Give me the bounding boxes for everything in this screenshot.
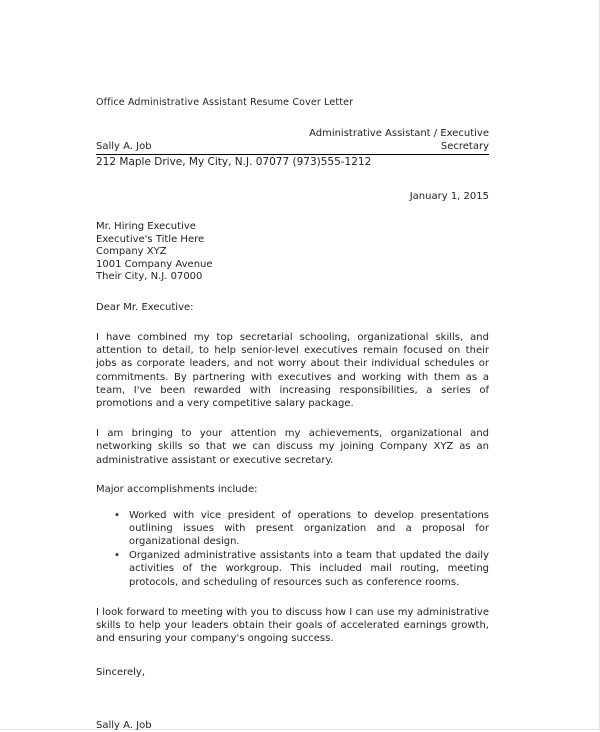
letter-date: January 1, 2015: [409, 191, 489, 202]
letterhead-name-row: [96, 141, 489, 154]
list-item: [96, 549, 489, 589]
body-paragraph-3: I look forward to meeting with you to discuss how I can use my administrative skills to help your leaders obtain their goals of accelerated earnings growth, and ensuring your company's ongoing success.: [96, 606, 489, 645]
recipient-city-state-zip: Their City, N.J. 07000: [96, 271, 203, 283]
list-item: [96, 509, 489, 549]
salutation: Dear Mr. Executive:: [96, 301, 194, 313]
body-paragraph-1: I have combined my top secretarial schooling, organizational skills, and attention to detail, to help senior-level executives remain focused on their jobs as corporate leaders, and not worry about their individual schedules or commitments. By partnering with executives and working with them as a team, I've been rewarded with increasing responsibilities, a series of promotions and a very competitive salary package.: [96, 331, 489, 409]
closing-salutation: Sincerely,: [96, 667, 146, 679]
sender-address: 212 Maple Drive, My City, N.J. 07077 (973)555-1212: [96, 156, 372, 168]
body-paragraph-2: I am bringing to your attention my achievements, organizational and networking skills so that we can discuss my joining Company XYZ as an administrative assistant or executive secretary.: [96, 428, 489, 466]
signature-name: Sally A. Job: [96, 720, 152, 732]
recipient-street: 1001 Company Avenue: [96, 258, 213, 270]
recipient-title: Executive's Title Here: [96, 233, 205, 245]
bullet-icon: •: [114, 550, 120, 562]
document-title: Office Administrative Assistant Resume Cover Letter: [96, 97, 354, 108]
sender-name: Sally A. Job: [96, 140, 152, 152]
recipient-company: Company XYZ: [96, 246, 167, 258]
recipient-address-block: [96, 221, 489, 284]
accomplishments-list: [96, 509, 489, 589]
list-item-text: Organized administrative assistants into a team that updated the daily activities of the workgroup. This included mail routing, meeting protocols, and scheduling of resources such as conference rooms.: [129, 550, 489, 588]
letterhead-role-line-1: Administrative Assistant / Executive: [309, 128, 489, 139]
letter-content: [96, 96, 489, 732]
bullet-icon: •: [114, 510, 120, 521]
list-item-text: Worked with vice president of operations to develop presentations outlining issues with present organization and a proposal for organizational design.: [129, 510, 489, 548]
letterhead: [96, 128, 489, 155]
accomplishments-intro: Major accomplishments include:: [96, 483, 258, 495]
letterhead-role-line-2: Secretary: [440, 140, 489, 152]
recipient-name: Mr. Hiring Executive: [96, 221, 196, 232]
